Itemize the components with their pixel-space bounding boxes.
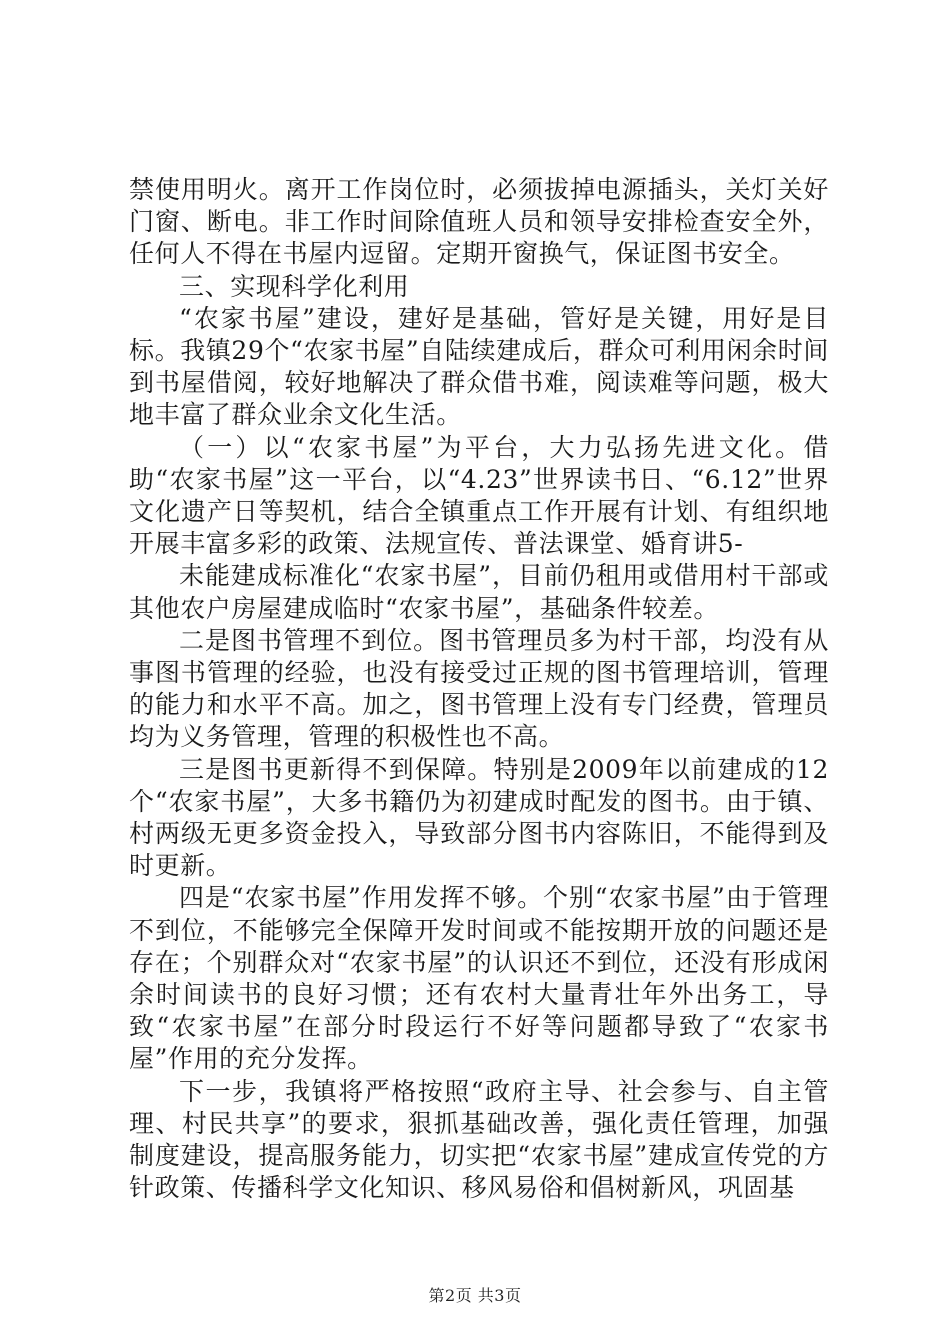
paragraph-role-issue: 四是“农家书屋”作用发挥不够。个别“农家书屋”由于管理不到位，不能够完全保障开发时间或不能按期开放的问题还是存在；个别群众对“农家书屋”的认识还不到位，还没有形成闲余时间读书的良好习惯；还有农村大量青壮年外出务工，导致“农家书屋”在部分时段运行不好等问题都导致了“农家书屋”作用的充分发挥。	[129, 883, 829, 1074]
paragraph-platform-culture: （一）以“农家书屋”为平台，大力弘扬先进文化。借助“农家书屋”这一平台，以“4.23”世界读书日、“6.12”世界文化遗产日等契机，结合全镇重点工作开展有计划、有组织地开展丰富多彩的政策、法规宣传、普法课堂、婚育讲5-	[129, 432, 829, 559]
section-heading-scientific-use: 三、实现科学化利用	[179, 271, 410, 301]
paragraph-management-issue: 二是图书管理不到位。图书管理员多为村干部，均没有从事图书管理的经验，也没有接受过正规的图书管理培训，管理的能力和水平不高。加之，图书管理上没有专门经费，管理员均为义务管理，管理的积极性也不高。	[129, 625, 829, 752]
paragraph-next-steps: 下一步，我镇将严格按照“政府主导、社会参与、自主管理、村民共享”的要求，狠抓基础改善，强化责任管理，加强制度建设，提高服务能力，切实把“农家书屋”建成宣传党的方针政策、传播科学文化知识、移风易俗和倡树新风，巩固基	[129, 1076, 829, 1203]
paragraph-fire-safety: 禁使用明火。离开工作岗位时，必须拔掉电源插头，关灯关好门窗、断电。非工作时间除值班人员和领导安排检查安全外，任何人不得在书屋内逗留。定期开窗换气，保证图书安全。	[129, 175, 829, 269]
page-number-footer: 第2页 共3页	[428, 1286, 522, 1305]
paragraph-nonstandard-buildings: 未能建成标准化“农家书屋”，目前仍租用或借用村干部或其他农户房屋建成临时“农家书屋”，基础条件较差。	[129, 561, 829, 623]
document-body	[129, 174, 829, 1205]
paragraph-book-update-issue: 三是图书更新得不到保障。特别是2009年以前建成的12个“农家书屋”，大多书籍仍为初建成时配发的图书。由于镇、村两级无更多资金投入，导致部分图书内容陈旧，不能得到及时更新。	[129, 754, 829, 881]
paragraph-bookhouse-goal: “农家书屋”建设，建好是基础，管好是关键，用好是目标。我镇29个“农家书屋”自陆续建成后，群众可利用闲余时间到书屋借阅，较好地解决了群众借书难，阅读难等问题，极大地丰富了群众业余文化生活。	[129, 303, 829, 430]
